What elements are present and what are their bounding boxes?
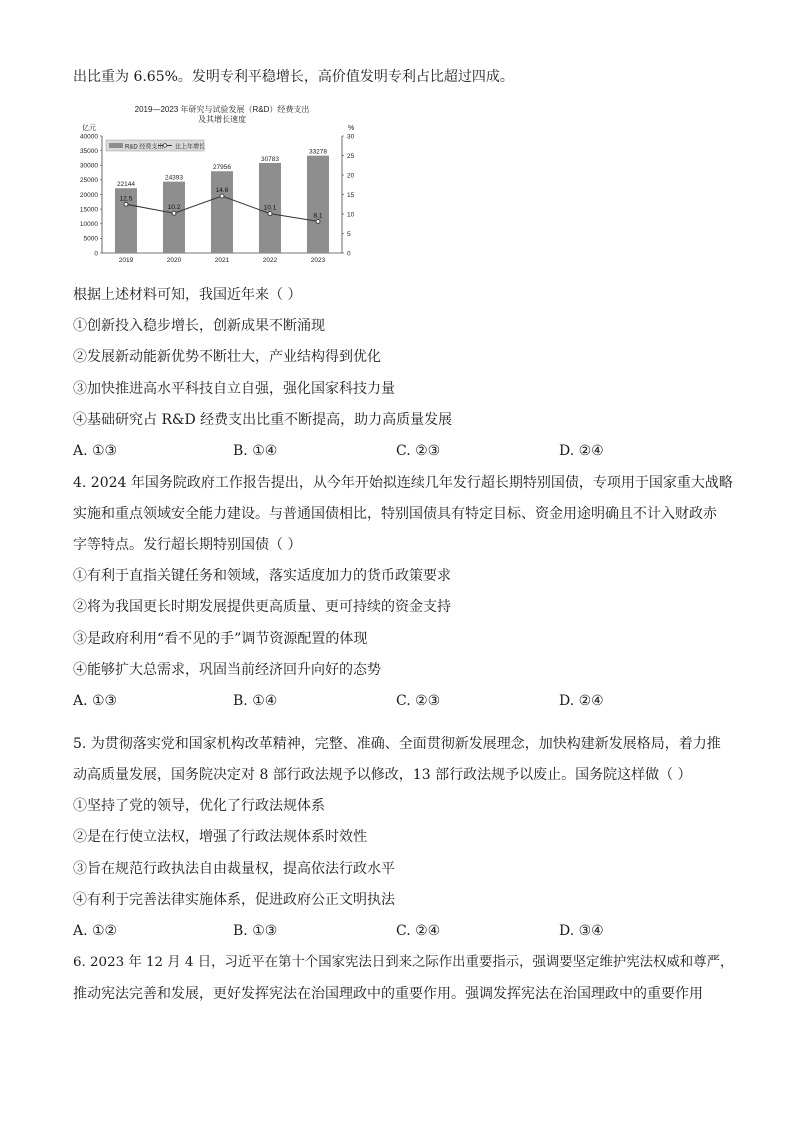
q5-option-d: D. ③④ — [559, 923, 604, 939]
left-tick-label: 15000 — [79, 206, 98, 214]
q4-option-a: A. ①③ — [73, 693, 118, 709]
growth-rate-point — [316, 219, 320, 223]
q3-option-a: A. ①③ — [73, 443, 118, 459]
legend-line-label: 比上年增长 — [175, 144, 206, 151]
q4-item-2: ②将为我国更长时期发展提供更高质量、更可持续的资金支持 — [73, 599, 451, 615]
growth-rate-label: 12.5 — [119, 195, 133, 203]
rd-expenditure-bar — [163, 182, 185, 253]
legend-bar-label: R&D 经费支出 — [125, 144, 164, 151]
left-tick-label: 20000 — [79, 191, 98, 199]
q4-stem-line-1: 4. 2024 年国务院政府工作报告提出，从今年开始拟连续几年发行超长期特别国债，专项用于国家重大战略 — [73, 475, 733, 491]
q3-stem: 根据上述材料可知，我国近年来（ ） — [73, 287, 302, 303]
q4-stem-line-2: 实施和重点领域安全能力建设。与普通国债相比，特别国债具有特定目标、资金用途明确且不计入财政赤 — [73, 506, 717, 522]
growth-rate-point — [268, 212, 272, 216]
rd-expenditure-chart — [72, 100, 372, 270]
right-axis-unit: % — [348, 125, 355, 132]
q4-option-b: B. ①④ — [233, 693, 278, 709]
q4-option-d: D. ②④ — [559, 693, 604, 709]
right-tick-label: 5 — [347, 230, 351, 238]
q5-item-1: ①坚持了党的领导，优化了行政法规体系 — [73, 798, 325, 814]
q4-item-3: ③是政府利用“看不见的手”调节资源配置的体现 — [73, 631, 368, 647]
q4-item-1: ①有利于直指关键任务和领域，落实适度加力的货币政策要求 — [73, 568, 451, 584]
bar-value-label: 22144 — [116, 181, 136, 189]
chart-legend — [106, 140, 205, 151]
q5-option-c: C. ②④ — [396, 923, 441, 939]
q3-item-4: ④基础研究占 R&D 经费支出比重不断提高，助力高质量发展 — [73, 412, 453, 428]
growth-rate-point — [124, 202, 128, 206]
rd-expenditure-bar — [211, 171, 233, 253]
left-tick-label: 30000 — [79, 162, 98, 170]
bar-value-label: 33278 — [308, 148, 328, 156]
right-tick-label: 15 — [347, 191, 355, 199]
bar-value-label: 27956 — [212, 164, 232, 172]
q5-item-2: ②是在行使立法权，增强了行政法规体系时效性 — [73, 829, 367, 845]
x-tick-label: 2020 — [166, 257, 182, 264]
right-tick-label: 25 — [347, 152, 355, 160]
q4-item-4: ④能够扩大总需求，巩固当前经济回升向好的态势 — [73, 662, 381, 678]
left-tick-label: 10000 — [79, 221, 98, 229]
q5-stem-line-1: 5. 为贯彻落实党和国家机构改革精神，完整、准确、全面贯彻新发展理念，加快构建新发展格局，着力推 — [73, 736, 721, 752]
growth-rate-point — [172, 211, 176, 215]
bar-value-label: 30783 — [260, 155, 280, 163]
q5-stem-line-2: 动高质量发展，国务院决定对 8 部行政法规予以修改，13 部行政法规予以废止。国务院这样做（ ） — [73, 767, 692, 783]
growth-rate-label: 10.2 — [167, 204, 181, 212]
q3-item-2: ②发展新动能新优势不断壮大，产业结构得到优化 — [73, 349, 381, 365]
x-tick-label: 2023 — [310, 257, 326, 264]
bar-value-label: 24393 — [164, 174, 184, 182]
left-tick-label: 5000 — [83, 235, 98, 243]
chart-title-line2: 及其增长速度 — [198, 115, 246, 124]
x-tick-label: 2021 — [214, 257, 230, 264]
right-tick-label: 30 — [347, 133, 355, 141]
right-tick-label: 0 — [347, 250, 351, 258]
right-tick-label: 20 — [347, 172, 355, 180]
left-axis-unit: 亿元 — [82, 125, 96, 132]
q6-stem-line-1: 6. 2023 年 12 月 4 日，习近平在第十个国家宪法日到来之际作出重要指示，强调要坚定维护宪法权威和尊严， — [73, 955, 734, 970]
q5-item-4: ④有利于完善法律实施体系，促进政府公正文明执法 — [73, 892, 395, 908]
q5-option-b: B. ①③ — [233, 923, 278, 939]
growth-rate-label: 8.1 — [313, 212, 323, 220]
left-tick-label: 40000 — [79, 133, 98, 141]
x-tick-label: 2022 — [262, 257, 278, 264]
left-tick-label: 25000 — [79, 177, 98, 185]
left-tick-label: 0 — [94, 250, 98, 258]
q3-option-d: D. ②④ — [559, 443, 604, 459]
q5-option-a: A. ①② — [73, 923, 118, 939]
legend-bar-swatch — [109, 143, 123, 148]
q3-option-c: C. ②③ — [396, 443, 441, 459]
q3-item-3: ③加快推进高水平科技自立自强，强化国家科技力量 — [73, 381, 395, 397]
rd-expenditure-bar — [307, 156, 329, 253]
q3-item-1: ①创新投入稳步增长，创新成果不断涌现 — [73, 318, 325, 334]
left-tick-label: 35000 — [79, 147, 98, 155]
q6-stem-line-2: 推动宪法完善和发展，更好发挥宪法在治国理政中的重要作用。强调发挥宪法在治国理政中的重要作用 — [73, 986, 703, 1002]
growth-rate-label: 14.6 — [215, 187, 229, 195]
chart-title-line1: 2019—2023 年研究与试验发展（R&D）经费支出 — [134, 105, 310, 114]
q4-option-c: C. ②③ — [396, 693, 441, 709]
intro-line: 出比重为 6.65%。发明专利平稳增长，高价值发明专利占比超过四成。 — [73, 69, 514, 85]
growth-rate-point — [220, 194, 224, 198]
right-tick-label: 10 — [347, 211, 355, 219]
q4-stem-line-3: 字等特点。发行超长期特别国债（ ） — [73, 537, 302, 553]
growth-rate-label: 10.1 — [263, 204, 277, 212]
x-tick-label: 2019 — [118, 257, 134, 264]
q5-item-3: ③旨在规范行政执法自由裁量权，提高依法行政水平 — [73, 861, 395, 877]
q3-option-b: B. ①④ — [233, 443, 278, 459]
